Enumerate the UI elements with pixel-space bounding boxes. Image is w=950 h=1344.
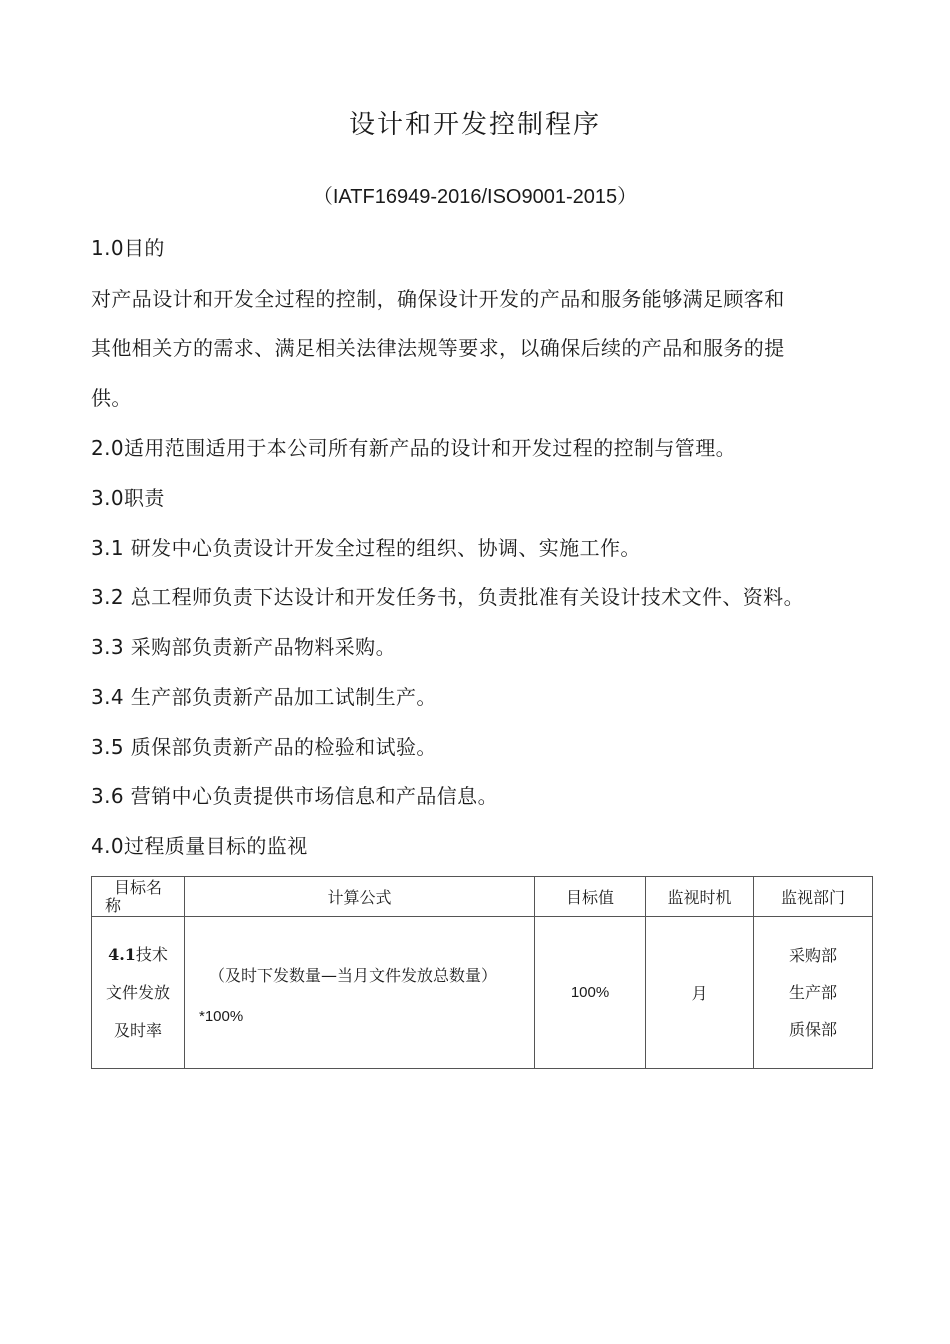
header-timing: 监视时机 bbox=[646, 877, 754, 917]
objective-name-line-2: 文件发放 bbox=[105, 982, 170, 1002]
table-row bbox=[92, 917, 873, 1069]
responsibility-item: 3.5 质保部负责新产品的检验和试验。 bbox=[91, 735, 437, 759]
document-title: 设计和开发控制程序 bbox=[348, 110, 601, 140]
department-cell bbox=[754, 917, 873, 1069]
target-value-cell: 100% bbox=[535, 917, 646, 1069]
responsibility-heading: 3.0职责 bbox=[91, 486, 165, 510]
formula-cell bbox=[185, 917, 535, 1069]
responsibility-item: 3.4 生产部负责新产品加工试制生产。 bbox=[91, 685, 437, 709]
scope-paragraph: 2.0适用范围适用于本公司所有新产品的设计和开发过程的控制与管理。 bbox=[91, 436, 737, 460]
formula-multiplier: *100% bbox=[199, 1007, 244, 1025]
department-item: 采购部 bbox=[788, 946, 837, 965]
objective-name-line-1: 技术 bbox=[135, 944, 168, 964]
purpose-heading: 1.0目的 bbox=[91, 236, 165, 260]
header-objective-name bbox=[92, 877, 185, 917]
purpose-text-line-1: 对产品设计和开发全过程的控制，确保设计开发的产品和服务能够满足顾客和 bbox=[91, 287, 785, 311]
responsibility-item: 3.6 营销中心负责提供市场信息和产品信息。 bbox=[91, 784, 498, 808]
quality-objective-table bbox=[91, 876, 873, 1069]
header-objective-name-line-2: 称 bbox=[104, 895, 121, 915]
responsibility-item: 3.2 总工程师负责下达设计和开发任务书，负责批准有关设计技术文件、资料。 bbox=[91, 585, 804, 609]
objective-name-cell bbox=[92, 917, 185, 1069]
formula-text: （及时下发数量—当月文件发放总数量） bbox=[209, 965, 498, 985]
objective-name-line-3: 及时率 bbox=[113, 1020, 162, 1040]
header-objective-name-line-1: 目标名 bbox=[113, 877, 162, 897]
purpose-text-line-3: 供。 bbox=[91, 386, 132, 410]
monitor-heading: 4.0过程质量目标的监视 bbox=[91, 834, 308, 858]
timing-cell: 月 bbox=[646, 917, 754, 1069]
objective-number: 4.1 bbox=[108, 944, 136, 964]
table-header-row bbox=[92, 877, 873, 917]
header-formula: 计算公式 bbox=[185, 877, 535, 917]
department-item: 生产部 bbox=[788, 983, 837, 1002]
purpose-text-line-2: 其他相关方的需求、满足相关法律法规等要求，以确保后续的产品和服务的提 bbox=[91, 336, 785, 360]
responsibility-item: 3.1 研发中心负责设计开发全过程的组织、协调、实施工作。 bbox=[91, 536, 641, 560]
header-target: 目标值 bbox=[535, 877, 646, 917]
document-subtitle: （IATF16949-2016/ISO9001-2015） bbox=[312, 186, 638, 208]
department-item: 质保部 bbox=[788, 1020, 837, 1039]
responsibility-item: 3.3 采购部负责新产品物料采购。 bbox=[91, 635, 396, 659]
header-department: 监视部门 bbox=[754, 877, 873, 917]
